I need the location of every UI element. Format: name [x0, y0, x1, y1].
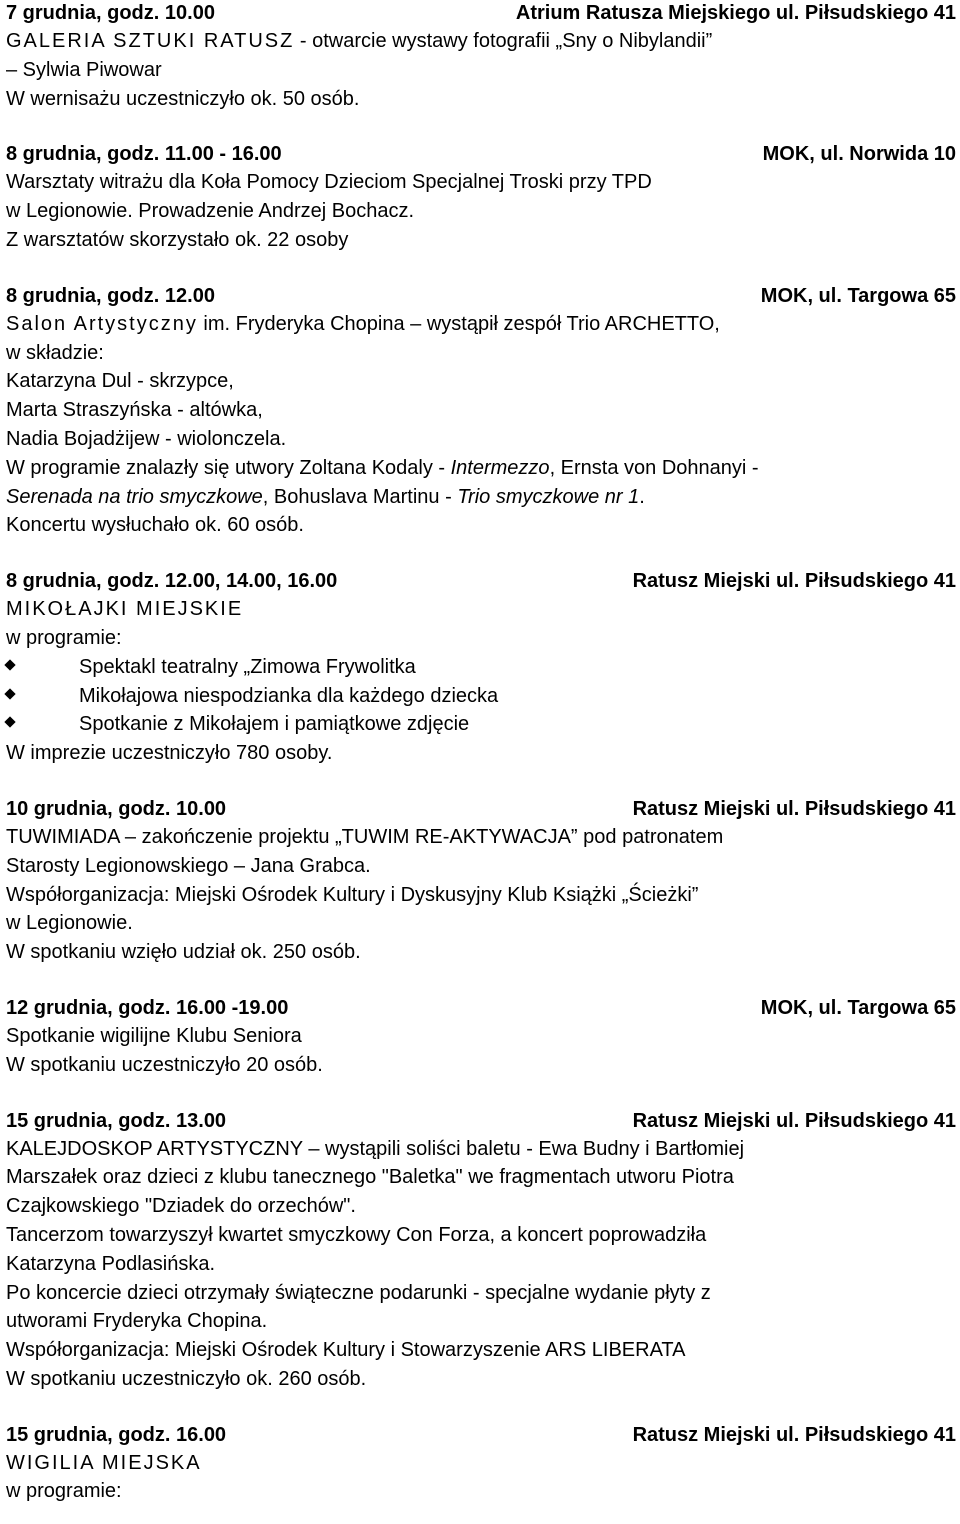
event-text-line: TUWIMIADA – zakończenie projektu „TUWIM RE-AKTYWACJA” pod patronatem	[6, 825, 724, 848]
event-date: 12 grudnia, godz. 16.00 -19.00	[6, 996, 289, 1019]
list-item	[6, 653, 956, 682]
event-text-line: w Legionowie.	[6, 912, 133, 935]
event-text-line: Czajkowskiego "Dziadek do orzechów".	[6, 1195, 356, 1218]
event-place: Ratusz Miejski ul. Piłsudskiego 41	[632, 797, 956, 820]
event-header	[6, 283, 956, 310]
event-text-line: Z warsztatów skorzystało ok. 22 osoby	[6, 228, 349, 251]
program-text: W programie znalazły się utwory Zoltana Kodaly -	[6, 456, 451, 479]
event-entry	[6, 1108, 956, 1394]
event-date: 15 grudnia, godz. 16.00	[6, 1423, 227, 1446]
event-title: MIKOŁAJKI MIEJSKIE	[6, 598, 244, 621]
list-item	[6, 682, 956, 711]
event-title-line	[6, 27, 956, 56]
event-title-rest: - otwarcie wystawy fotografii „Sny o Nibylandii”	[294, 30, 713, 52]
diamond-bullet-icon	[4, 717, 15, 728]
event-text-line: W spotkaniu uczestniczyło ok. 260 osób.	[6, 1367, 367, 1390]
event-title-line	[6, 310, 956, 339]
event-date: 7 grudnia, godz. 10.00	[6, 2, 215, 24]
event-title: GALERIA SZTUKI RATUSZ	[6, 30, 295, 52]
list-item-text: Spektakl teatralny „Zimowa Frywolitka	[79, 655, 416, 678]
event-text-line: Spotkanie wigilijne Klubu Seniora	[6, 1024, 302, 1047]
event-title: WIGILIA MIEJSKA	[6, 1451, 202, 1474]
program-line	[6, 454, 956, 483]
work-title: Trio smyczkowe nr 1	[457, 485, 640, 508]
event-place: MOK, ul. Norwida 10	[762, 143, 956, 166]
event-title-rest: im. Fryderyka Chopina – wystąpił zespół Trio ARCHETTO,	[197, 312, 720, 335]
event-text-line: Marszałek oraz dzieci z klubu tanecznego "Baletka" we fragmentach utworu Piotra	[6, 1166, 734, 1189]
event-header	[6, 141, 956, 168]
event-title: Salon Artystyczny	[6, 312, 198, 335]
event-header	[6, 995, 956, 1022]
event-text-line: Starosty Legionowskiego – Jana Grabca.	[6, 854, 371, 877]
event-text-line: Nadia Bojadżijew - wiolonczela.	[6, 427, 287, 450]
event-date: 15 grudnia, godz. 13.00	[6, 1109, 227, 1132]
event-text-line: W spotkaniu uczestniczyło 20 osób.	[6, 1053, 323, 1076]
event-entry	[6, 995, 956, 1080]
diamond-bullet-icon	[4, 659, 15, 670]
event-header	[6, 1108, 956, 1135]
event-entry	[6, 1422, 956, 1507]
diamond-bullet-icon	[4, 688, 15, 699]
event-date: 8 grudnia, godz. 12.00, 14.00, 16.00	[6, 570, 338, 593]
event-text-line: Współorganizacja: Miejski Ośrodek Kultury i Stowarzyszenie ARS LIBERATA	[6, 1339, 686, 1362]
program-line	[6, 483, 956, 512]
event-entry	[6, 796, 956, 967]
event-place: Ratusz Miejski ul. Piłsudskiego 41	[632, 570, 956, 593]
event-text-line: – Sylwia Piwowar	[6, 58, 162, 81]
program-intro: w programie:	[6, 1480, 122, 1503]
program-intro: w programie:	[6, 626, 122, 649]
event-date: 8 grudnia, godz. 11.00 - 16.00	[6, 143, 282, 166]
list-item	[6, 710, 956, 739]
event-header	[6, 1422, 956, 1449]
event-header	[6, 796, 956, 823]
work-title: Serenada na trio smyczkowe	[6, 485, 263, 508]
event-text-line: W wernisażu uczestniczyło ok. 50 osób.	[6, 87, 360, 110]
event-entry	[6, 568, 956, 768]
event-text-line: W spotkaniu wzięło udział ok. 250 osób.	[6, 941, 361, 964]
event-entry	[6, 283, 956, 540]
program-text: .	[639, 485, 645, 508]
event-text-line: Katarzyna Podlasińska.	[6, 1252, 216, 1275]
event-entry	[6, 0, 956, 113]
list-item-text: Spotkanie z Mikołajem i pamiątkowe zdjęcie	[79, 713, 470, 736]
event-closing: W imprezie uczestniczyło 780 osoby.	[6, 742, 333, 765]
event-text-line: Współorganizacja: Miejski Ośrodek Kultury i Dyskusyjny Klub Książki „Ścieżki”	[6, 883, 699, 906]
event-place: Atrium Ratusza Miejskiego ul. Piłsudskiego 41	[515, 2, 956, 24]
event-text-line: Marta Straszyńska - altówka,	[6, 399, 263, 422]
event-text-line: KALEJDOSKOP ARTYSTYCZNY – wystąpili soliści baletu - Ewa Budny i Bartłomiej	[6, 1137, 745, 1160]
event-place: MOK, ul. Targowa 65	[760, 284, 956, 307]
list-item-text: Mikołajowa niespodzianka dla każdego dziecka	[79, 684, 499, 707]
event-text-line: Katarzyna Dul - skrzypce,	[6, 370, 234, 393]
program-text: , Bohuslava Martinu -	[262, 485, 458, 508]
event-text-line: utworami Fryderyka Chopina.	[6, 1310, 268, 1333]
event-date: 8 grudnia, godz. 12.00	[6, 284, 215, 307]
event-date: 10 grudnia, godz. 10.00	[6, 797, 227, 820]
event-text-line: Po koncercie dzieci otrzymały świąteczne podarunki - specjalne wydanie płyty z	[6, 1281, 711, 1304]
program-text: , Ernsta von Dohnanyi -	[549, 456, 759, 479]
event-text-line: Warsztaty witrażu dla Koła Pomocy Dzieciom Specjalnej Troski przy TPD	[6, 171, 652, 194]
event-place: Ratusz Miejski ul. Piłsudskiego 41	[632, 1423, 956, 1446]
event-place: MOK, ul. Targowa 65	[760, 996, 956, 1019]
event-entry	[6, 141, 956, 254]
event-text-line: w składzie:	[6, 341, 104, 364]
event-text-line: Tancerzom towarzyszył kwartet smyczkowy Con Forza, a koncert poprowadziła	[6, 1223, 707, 1246]
event-header	[6, 568, 956, 595]
work-title: Intermezzo	[450, 456, 550, 479]
event-text-line: w Legionowie. Prowadzenie Andrzej Bochacz.	[6, 200, 415, 223]
event-closing: Koncertu wysłuchało ok. 60 osób.	[6, 514, 304, 537]
event-place: Ratusz Miejski ul. Piłsudskiego 41	[632, 1109, 956, 1132]
event-header	[6, 0, 956, 27]
